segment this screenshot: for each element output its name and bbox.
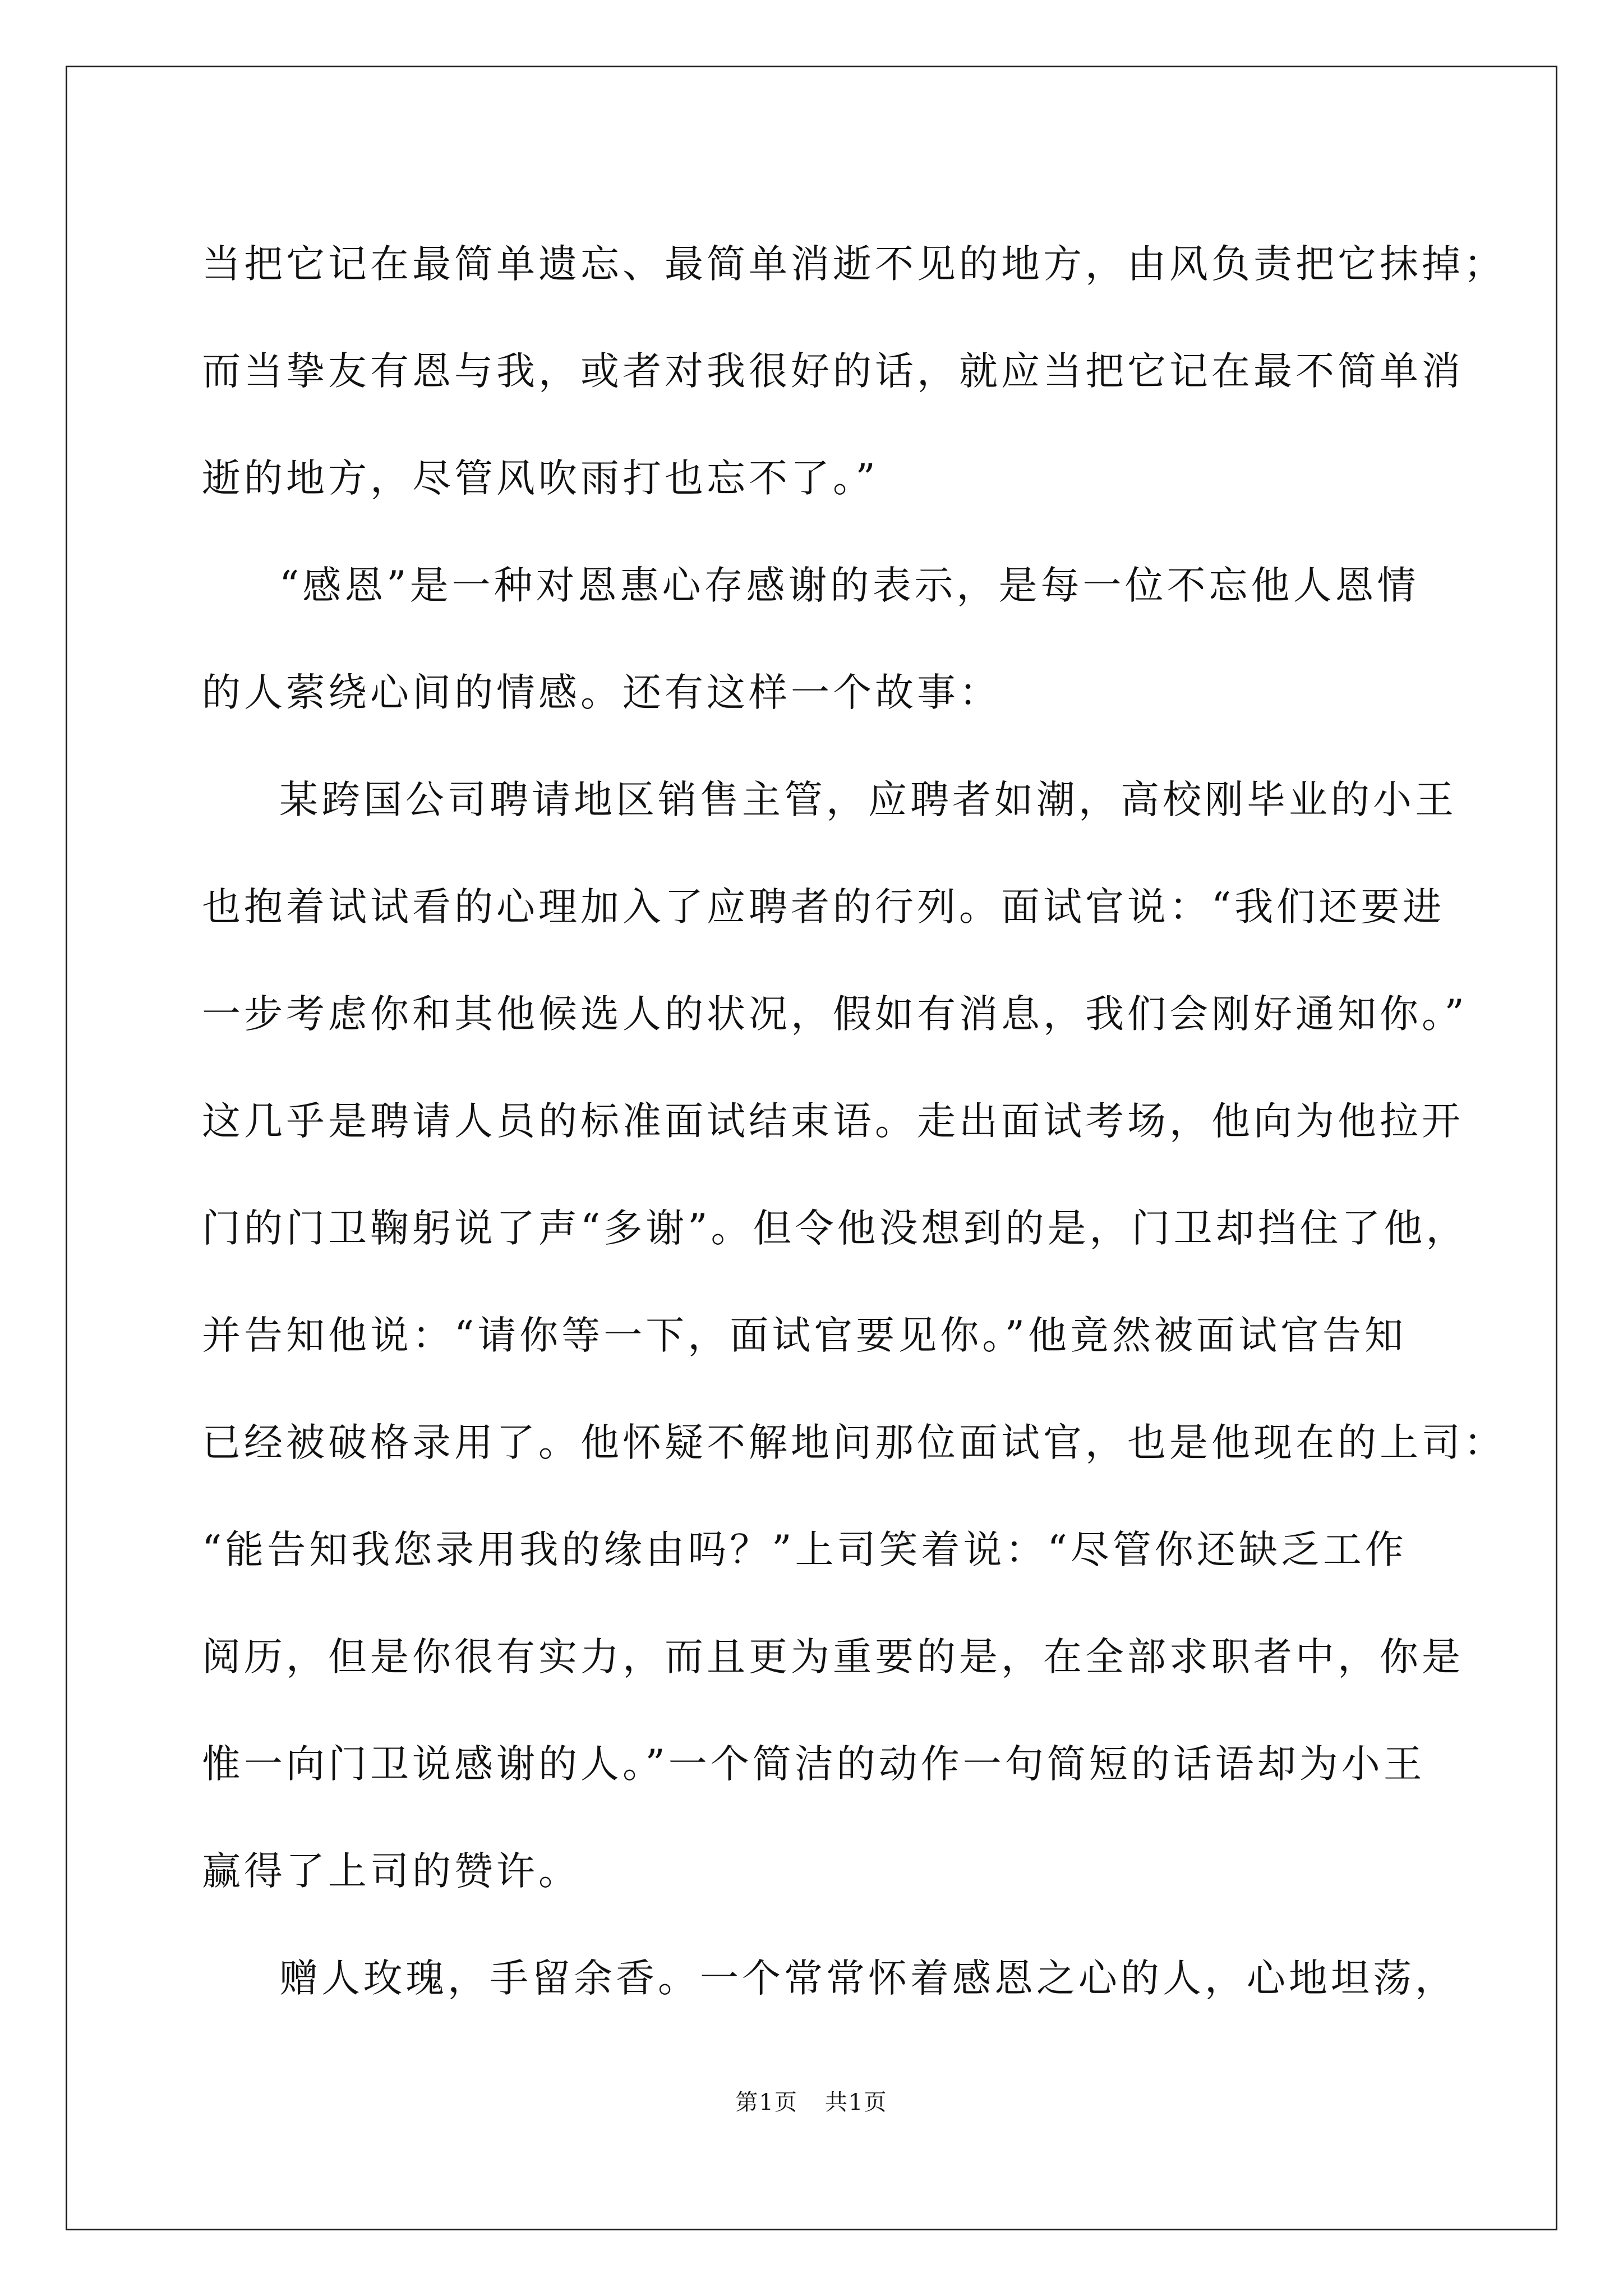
text-line: 并告知他说：“请你等一下，面试官要见你。”他竟然被面试官告知 bbox=[202, 1313, 1407, 1358]
text-line: 赢得了上司的赞许。 bbox=[202, 1849, 580, 1894]
document-body bbox=[202, 211, 1506, 2032]
text-line: 已经被破格录用了。他怀疑不解地问那位面试官，也是他现在的上司： bbox=[202, 1420, 1506, 1465]
paragraph-start-line: 赠人玫瑰，手留余香。一个常常怀着感恩之心的人，心地坦荡， bbox=[279, 1956, 1457, 2001]
text-line: “能告知我您录用我的缘由吗？”上司笑着说：“尽管你还缺乏工作 bbox=[202, 1527, 1407, 1572]
text-line: 惟一向门卫说感谢的人。”一个简洁的动作一句简短的话语却为小王 bbox=[202, 1742, 1426, 1787]
text-line: 逝的地方，尽管风吹雨打也忘不了。” bbox=[202, 456, 879, 501]
page-footer bbox=[0, 2086, 1623, 2119]
text-line: 一步考虑你和其他候选人的状况，假如有消息，我们会刚好通知你。” bbox=[202, 992, 1468, 1037]
text-line: 而当挚友有恩与我，或者对我很好的话，就应当把它记在最不简单消 bbox=[202, 349, 1464, 394]
paragraph-start-line: “感恩”是一种对恩惠心存感谢的表示，是每一位不忘他人恩情 bbox=[279, 563, 1419, 608]
text-line: 门的门卫鞠躬说了声“多谢”。但令他没想到的是，门卫却挡住了他， bbox=[202, 1206, 1468, 1251]
page-total: 共1页 bbox=[825, 2090, 888, 2115]
paragraph-start-line: 某跨国公司聘请地区销售主管，应聘者如潮，高校刚毕业的小王 bbox=[279, 777, 1457, 822]
text-line: 也抱着试试看的心理加入了应聘者的行列。面试官说：“我们还要进 bbox=[202, 885, 1445, 930]
page-number: 第1页 bbox=[735, 2090, 798, 2115]
text-line: 这几乎是聘请人员的标准面试结束语。走出面试考场，他向为他拉开 bbox=[202, 1099, 1464, 1144]
text-line: 阅历，但是你很有实力，而且更为重要的是，在全部求职者中，你是 bbox=[202, 1635, 1464, 1680]
text-line: 的人萦绕心间的情感。还有这样一个故事： bbox=[202, 670, 1001, 715]
text-line: 当把它记在最简单遗忘、最简单消逝不见的地方，由风负责把它抹掉； bbox=[202, 242, 1506, 287]
